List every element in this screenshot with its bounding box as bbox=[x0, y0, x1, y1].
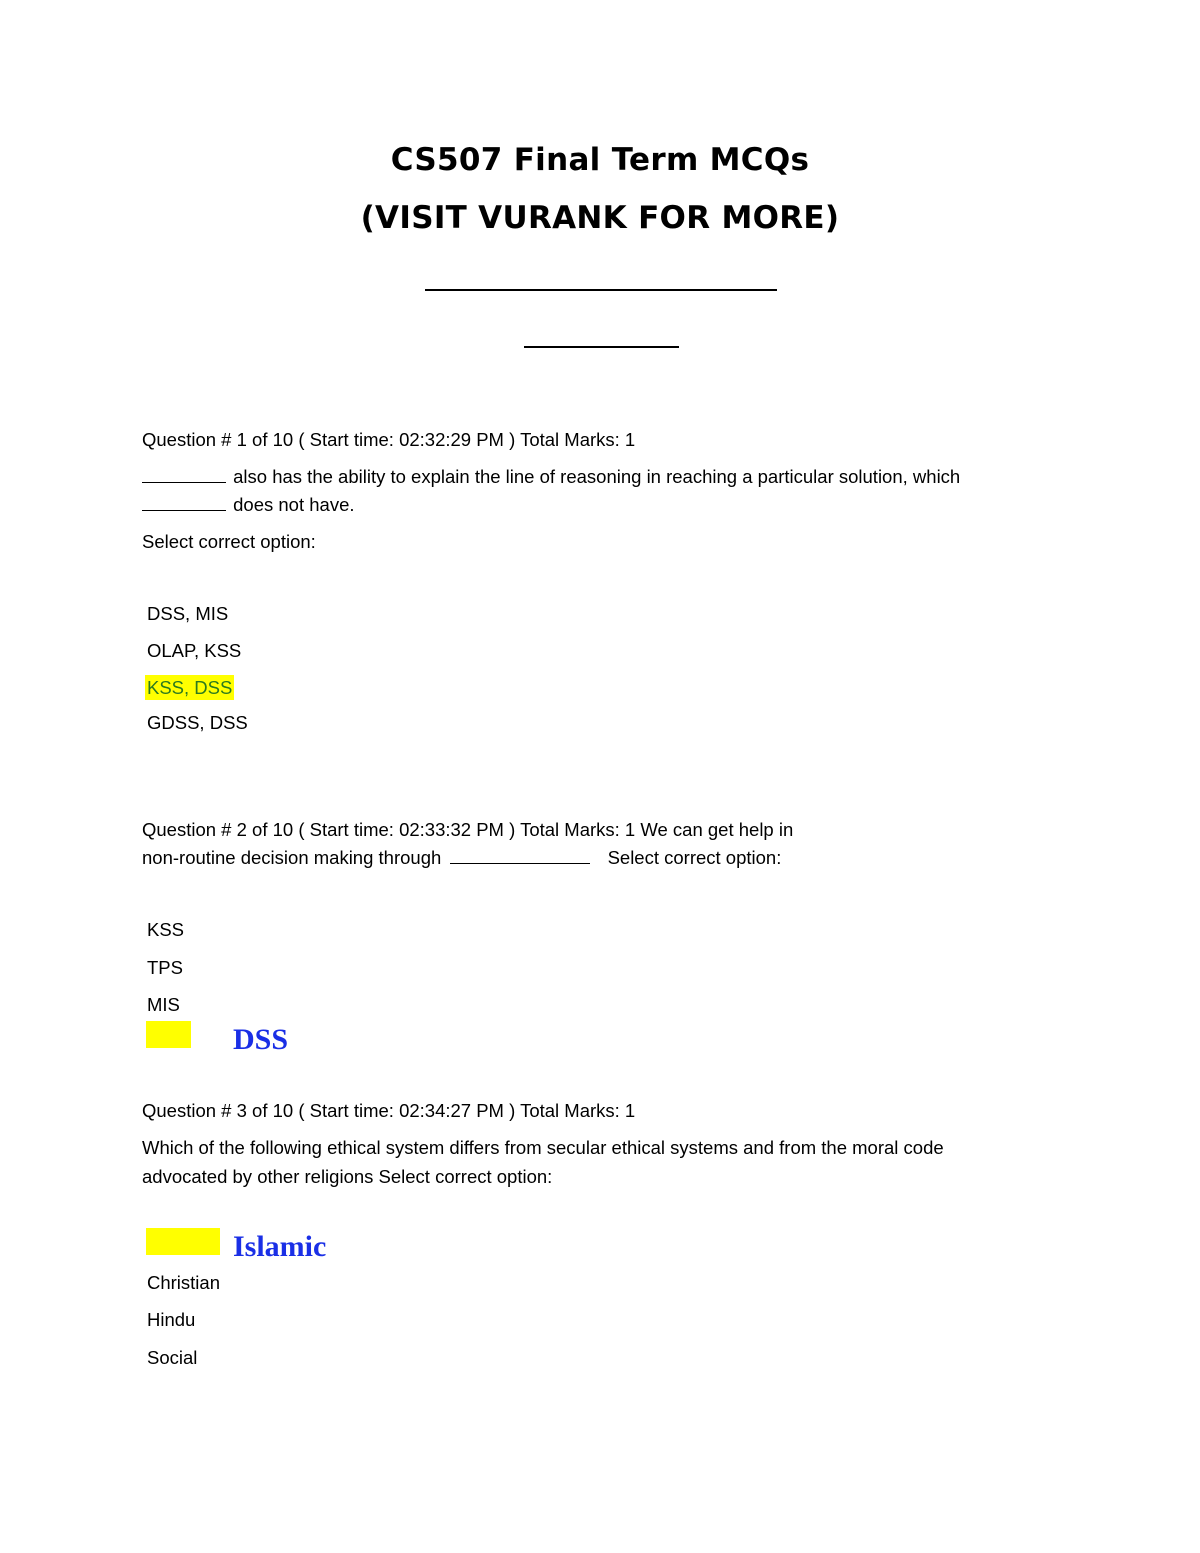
q3-option-3: Social bbox=[147, 1347, 198, 1368]
page-subtitle: (VISIT VURANK FOR MORE) bbox=[360, 200, 840, 236]
q1-option-1: DSS, MIS bbox=[147, 603, 229, 624]
q2-option-2: TPS bbox=[147, 957, 183, 978]
header-rule-short bbox=[524, 346, 679, 348]
fill-in-blank bbox=[450, 847, 590, 864]
q2-heading-line2-before: non-routine decision making through bbox=[142, 847, 442, 868]
q3-heading: Question # 3 of 10 ( Start time: 02:34:27 PM ) Total Marks: 1 bbox=[142, 1100, 636, 1121]
q3-text-line2: advocated by other religions Select correct option: bbox=[142, 1166, 553, 1187]
q1-text-line2-content: does not have. bbox=[233, 494, 355, 515]
q1-text-line1 bbox=[142, 466, 960, 488]
q2-option-1: KSS bbox=[147, 919, 185, 940]
q2-answer: DSS bbox=[233, 1023, 289, 1056]
q2-answer-highlight bbox=[146, 1021, 191, 1048]
q2-heading-line2 bbox=[142, 847, 781, 869]
q1-text-line1-content: also has the ability to explain the line of reasoning in reaching a particular solution, which bbox=[233, 466, 961, 487]
q3-answer-highlight bbox=[146, 1228, 220, 1255]
q3-option-1: Christian bbox=[147, 1272, 220, 1293]
fill-in-blank bbox=[142, 494, 226, 511]
q3-option-2: Hindu bbox=[147, 1309, 196, 1330]
q1-heading: Question # 1 of 10 ( Start time: 02:32:29 PM ) Total Marks: 1 bbox=[142, 429, 636, 450]
q2-heading-line1: Question # 2 of 10 ( Start time: 02:33:32 PM ) Total Marks: 1 We can get help in bbox=[142, 819, 794, 840]
q1-option-4: GDSS, DSS bbox=[147, 712, 248, 733]
q2-heading-line2-after: Select correct option: bbox=[607, 847, 782, 868]
q1-correct-highlight: KSS, DSS bbox=[147, 677, 233, 698]
q1-prompt: Select correct option: bbox=[142, 531, 316, 552]
q1-option-3-correct bbox=[145, 677, 234, 699]
q1-text-line2 bbox=[142, 494, 355, 516]
q3-text-line1: Which of the following ethical system differs from secular ethical systems and from the moral code bbox=[142, 1137, 944, 1158]
q2-option-3: MIS bbox=[147, 994, 180, 1015]
header-rule-long bbox=[425, 289, 777, 291]
q3-answer: Islamic bbox=[233, 1230, 327, 1263]
q1-option-2: OLAP, KSS bbox=[147, 640, 242, 661]
fill-in-blank bbox=[142, 466, 226, 483]
page-title: CS507 Final Term MCQs bbox=[390, 142, 810, 178]
